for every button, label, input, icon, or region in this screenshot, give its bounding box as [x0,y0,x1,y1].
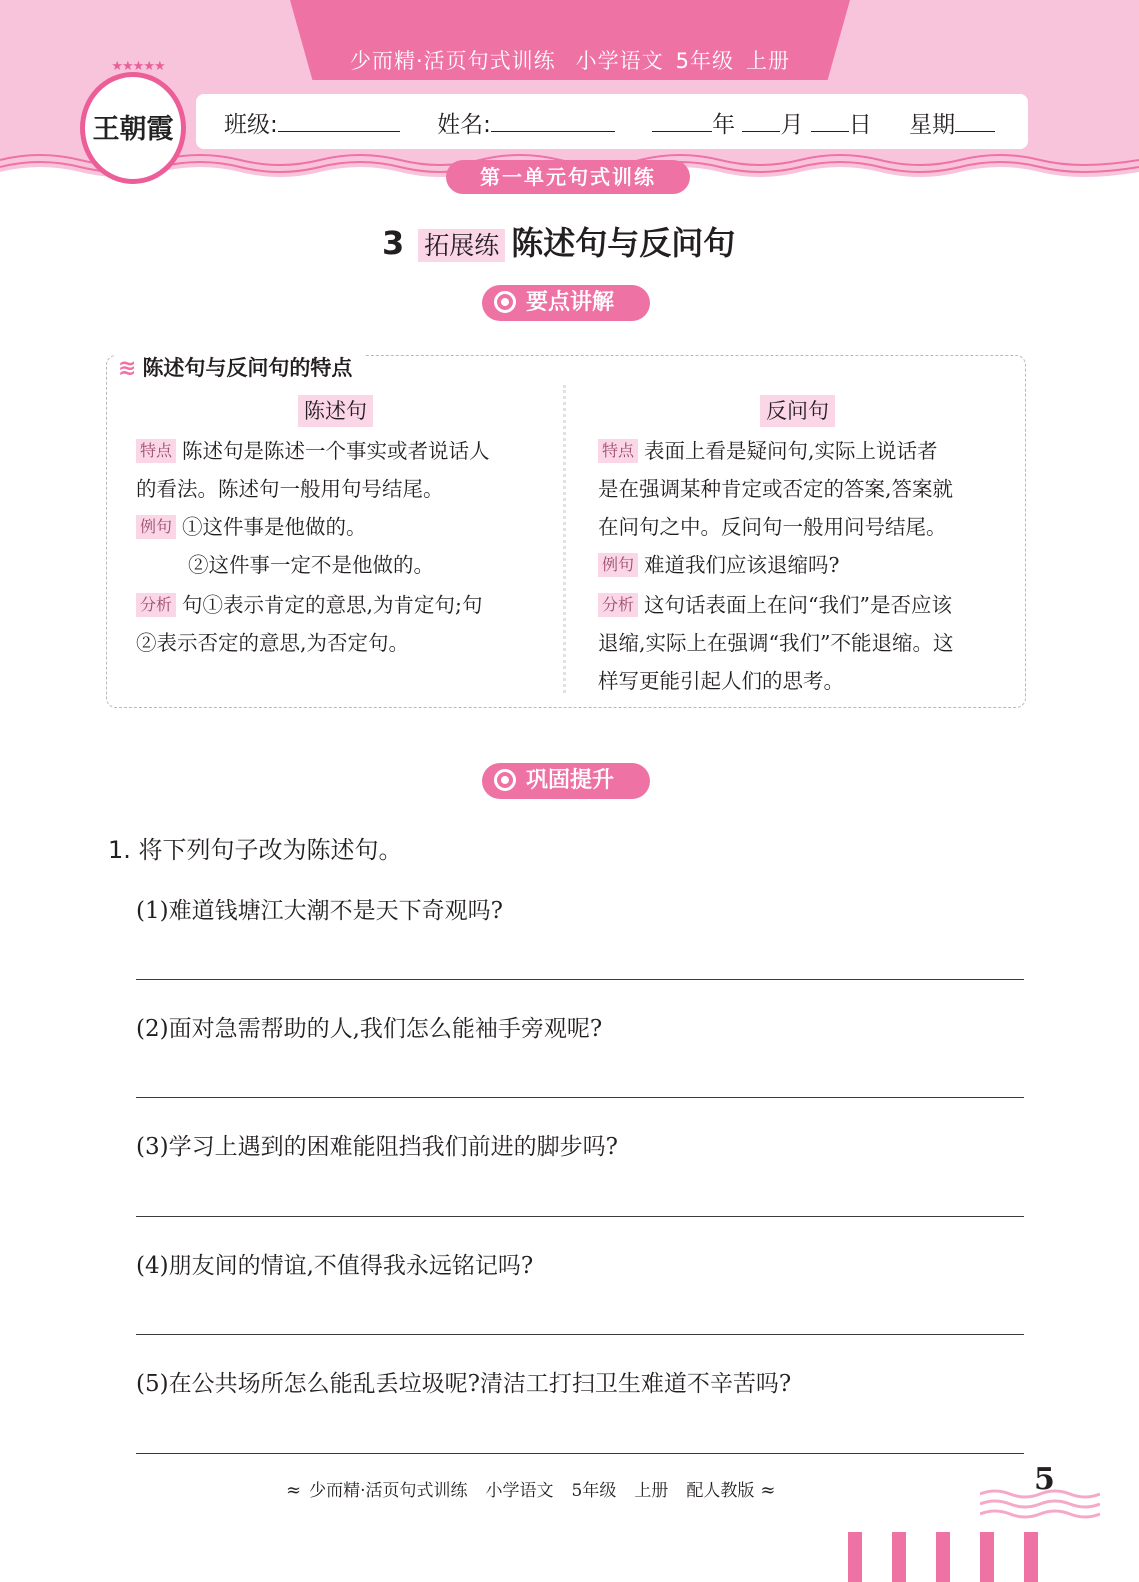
footer-grade: 5年级 [571,1481,617,1501]
lesson-tag: 拓展练 [418,229,505,262]
lesson-title [382,218,735,264]
footer-wave-icon-right: ≈ [760,1480,776,1501]
page-number: 5 [1034,1462,1055,1497]
wave-icon: ≋ [118,356,137,381]
rhetorical-feature-line [598,432,938,470]
declarative-example-1: ①这件事是他做的。 [182,515,367,539]
answer-line-4[interactable] [136,1334,1024,1335]
answer-line-2[interactable] [136,1097,1024,1098]
exercise-item-2: (2)面对急需帮助的人,我们怎么能袖手旁观呢? [136,1016,603,1042]
feature-label: 特点 [136,439,176,463]
month-label: 月 [780,112,804,138]
weekday-field[interactable] [955,110,995,132]
footer-volume: 上册 [634,1481,669,1501]
section-practice-label: 巩固提升 [526,768,615,793]
example-label: 例句 [136,515,176,539]
declarative-title: 陈述句 [298,395,373,427]
section-key-points-label: 要点讲解 [526,290,615,315]
rhetorical-example-1: 难道我们应该退缩吗? [644,553,840,577]
exercise-item-1: (1)难道钱塘江大潮不是天下奇观吗? [136,898,503,924]
declarative-feature-line [136,432,490,470]
knowledge-heading-text: 陈述句与反问句的特点 [142,356,353,380]
unit-badge: 第一单元句式训练 [446,160,690,194]
section-practice [482,763,650,799]
example-label: 例句 [598,553,638,577]
exercise-item-4: (4)朋友间的情谊,不值得我永远铭记吗? [136,1253,534,1279]
exercise-title: 1. 将下列句子改为陈述句。 [108,836,403,864]
publisher-logo [80,59,186,184]
declarative-analysis-text-1: 句①表示肯定的意思,为肯定句;句 [182,593,483,617]
medal-icon [494,769,516,791]
name-field[interactable] [491,110,615,132]
declarative-feature-text-1: 陈述句是陈述一个事实或者说话人 [182,439,490,463]
answer-line-3[interactable] [136,1216,1024,1217]
section-key-points [482,285,650,321]
footer-series: 少而精·活页句式训练 [309,1481,468,1501]
column-divider [563,385,567,693]
student-info-box [196,94,1028,149]
logo-stars-icon: ★★★★★ [111,59,165,74]
declarative-example-line [136,508,367,546]
rhetorical-feature-text-1: 表面上看是疑问句,实际上说话者 [644,439,938,463]
series-name: 少而精·活页句式训练 [349,49,556,73]
exercise-item-3: (3)学习上遇到的困难能阻挡我们前进的脚步吗? [136,1134,618,1160]
footer-bars-decoration [848,1532,1048,1582]
declarative-analysis-line-2: ②表示否定的意思,为否定句。 [136,631,410,655]
rhetorical-analysis-line [598,586,952,624]
year-field[interactable] [652,110,712,132]
footer-subject: 小学语文 [485,1481,554,1501]
declarative-feature-line-2: 的看法。陈述句一般用句号结尾。 [136,477,444,501]
logo-text: 王朝霞 [92,114,174,145]
day-label: 日 [848,112,872,138]
class-field[interactable] [278,110,400,132]
footer-wave-decoration [980,1484,1100,1524]
rhetorical-analysis-text-1: 这句话表面上在问“我们”是否应该 [644,593,952,617]
answer-line-1[interactable] [136,979,1024,980]
rhetorical-analysis-line-2: 退缩,实际上在强调“我们”不能退缩。这 [598,631,954,655]
volume: 上册 [746,49,791,73]
analysis-label: 分析 [598,593,638,617]
class-label: 班级: [224,112,278,138]
feature-label: 特点 [598,439,638,463]
rhetorical-example-line [598,546,840,584]
day-field[interactable] [811,110,849,132]
footer-edition: 配人教版 [686,1481,755,1501]
grade: 5年级 [675,49,735,73]
knowledge-heading [114,352,364,382]
exercise-item-5: (5)在公共场所怎么能乱丢垃圾呢?清洁工打扫卫生难道不辛苦吗? [136,1371,792,1397]
answer-line-5[interactable] [136,1453,1024,1454]
weekday-label: 星期 [909,112,956,138]
analysis-label: 分析 [136,593,176,617]
subject: 小学语文 [575,49,664,73]
footer-wave-icon-left: ≈ [286,1480,302,1501]
rhetorical-feature-line-2: 是在强调某种肯定或否定的答案,答案就 [598,477,954,501]
rhetorical-title: 反问句 [760,395,835,427]
declarative-analysis-line [136,586,482,624]
lesson-name: 陈述句与反问句 [511,224,736,262]
month-field[interactable] [742,110,780,132]
name-label: 姓名: [437,112,491,138]
footer [286,1476,783,1501]
year-label: 年 [712,112,736,138]
header-title [290,45,850,75]
rhetorical-feature-line-3: 在问句之中。反问句一般用问号结尾。 [598,515,947,539]
medal-icon [494,291,516,313]
lesson-number: 3 [382,224,405,262]
declarative-example-2: ②这件事一定不是他做的。 [188,553,434,577]
rhetorical-analysis-line-3: 样写更能引起人们的思考。 [598,669,844,693]
